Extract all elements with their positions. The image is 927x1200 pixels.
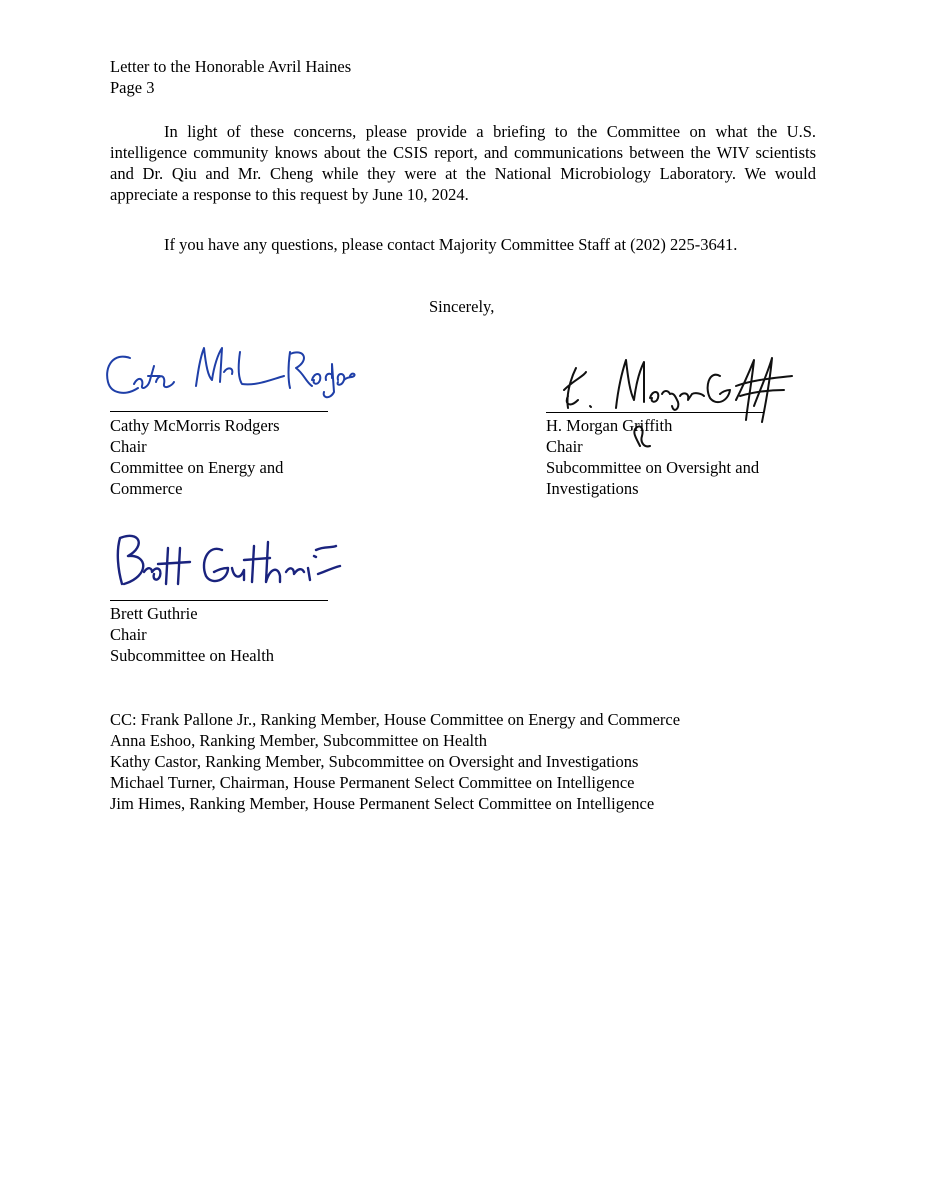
cc-line: Kathy Castor, Ranking Member, Subcommittee on Oversight and Investigations [110,752,639,771]
signatory-title: Chair [110,437,147,456]
signatory-details [546,415,759,499]
signatory-details [110,415,283,499]
header-page-number: Page 3 [110,78,155,97]
signature-block-rodgers [100,336,360,496]
body-paragraph-briefing-request: In light of these concerns, please provide a briefing to the Committee on what the U.S. intelligence community knows about the CSIS report, and communications between the WIV scientists and Dr. Qiu and Mr. Cheng while they were at the National Microbiology Laboratory. We would appreciate a response to this request by June 10, 2024. [110,122,816,204]
body-paragraph-contact: If you have any questions, please contact Majority Committee Staff at (202) 225-3641. [164,235,738,254]
signatory-organization-continued: Commerce [110,479,183,498]
signature-line [110,600,328,601]
signature-line [110,411,328,412]
signatory-details [110,603,274,666]
signatory-organization: Subcommittee on Health [110,646,275,665]
cc-line: CC: Frank Pallone Jr., Ranking Member, House Committee on Energy and Commerce [110,710,681,729]
cc-line: Michael Turner, Chairman, House Permanent Select Committee on Intelligence [110,773,635,792]
cc-line: Jim Himes, Ranking Member, House Permanent Select Committee on Intelligence [110,794,655,813]
cc-line: Anna Eshoo, Ranking Member, Subcommittee on Health [110,731,487,750]
signatory-organization: Subcommittee on Oversight and [546,458,760,477]
signatory-organization-continued: Investigations [546,479,639,498]
signature-block-griffith [540,350,800,500]
header-recipient-line: Letter to the Honorable Avril Haines [110,57,352,76]
signatory-organization: Committee on Energy and [110,458,284,477]
page-header [110,56,351,98]
signature-rodgers-handwritten [100,336,360,416]
signature-guthrie-handwritten [100,528,360,598]
signature-block-guthrie [100,528,360,668]
cc-list [110,709,680,814]
signatory-title: Chair [110,625,147,644]
closing-salutation: Sincerely, [429,297,495,316]
signatory-name: H. Morgan Griffith [546,416,673,435]
signatory-name: Brett Guthrie [110,604,198,623]
signature-line [546,412,764,413]
signatory-title: Chair [546,437,583,456]
signatory-name: Cathy McMorris Rodgers [110,416,280,435]
